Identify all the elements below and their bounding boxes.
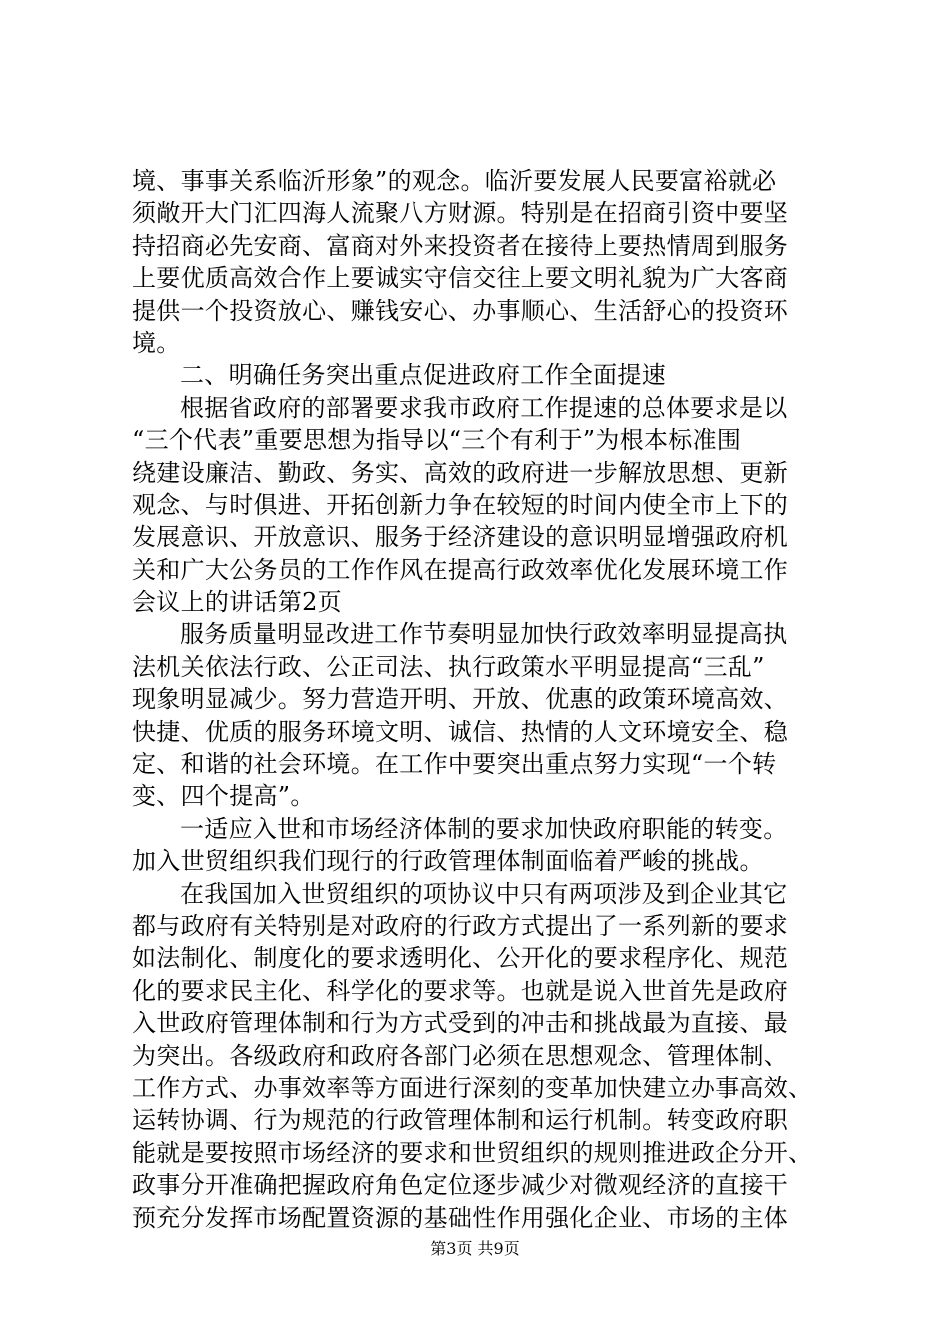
text-line: 化的要求民主化、科学化的要求等。也就是说入世首先是政府 — [132, 976, 789, 1005]
text-line: 提供一个投资放心、赚钱安心、办事顺心、生活舒心的投资环 — [132, 296, 789, 325]
text-line: 观念、与时俱进、开拓创新力争在较短的时间内使全市上下的 — [132, 490, 789, 519]
text-line: 法机关依法行政、公正司法、执行政策水平明显提高“三乱” — [132, 652, 765, 681]
text-line: 定、和谐的社会环境。在工作中要突出重点努力实现“一个转 — [132, 750, 777, 779]
text-line: 快捷、优质的服务环境文明、诚信、热情的人文环境安全、稳 — [132, 717, 789, 746]
text-line: 政事分开准确把握政府角色定位逐步减少对微观经济的直接干 — [132, 1171, 789, 1200]
text-line: 在我国加入世贸组织的项协议中只有两项涉及到企业其它 — [180, 879, 788, 908]
text-line: 入世政府管理体制和行为方式受到的冲击和挑战最为直接、最 — [132, 1009, 789, 1038]
text-line: 发展意识、开放意识、服务于经济建设的意识明显增强政府机 — [132, 523, 789, 552]
text-line: 为突出。各级政府和政府各部门必须在思想观念、管理体制、 — [132, 1041, 789, 1070]
body-text — [132, 165, 832, 1234]
text-line: 工作方式、办事效率等方面进行深刻的变革加快建立办事高效、 — [132, 1073, 813, 1102]
page-footer: 第3页 共9页 — [430, 1239, 520, 1258]
text-line: 预充分发挥市场配置资源的基础性作用强化企业、市场的主体 — [132, 1203, 789, 1232]
text-line: 一适应入世和市场经济体制的要求加快政府职能的转变。 — [180, 814, 788, 843]
text-line: 变、四个提高”。 — [132, 782, 315, 811]
text-line: 现象明显减少。努力营造开明、开放、优惠的政策环境高效、 — [132, 685, 789, 714]
text-line: 会议上的讲话第2页 — [132, 588, 342, 617]
text-line: 境、事事关系临沂形象”的观念。临沂要发展人民要富裕就必 — [132, 167, 777, 195]
text-line: 上要优质高效合作上要诚实守信交往上要文明礼貌为广大客商 — [132, 264, 789, 293]
text-line: 境。 — [132, 328, 181, 357]
text-line: 绕建设廉洁、勤政、务实、高效的政府进一步解放思想、更新 — [132, 458, 789, 487]
text-line: 须敞开大门汇四海人流聚八方财源。特别是在招商引资中要坚 — [132, 199, 789, 228]
text-line: “三个代表”重要思想为指导以“三个有利于”为根本标准围 — [132, 426, 742, 455]
text-line: 都与政府有关特别是对政府的行政方式提出了一系列新的要求 — [132, 911, 789, 940]
text-line: 二、明确任务突出重点促进政府工作全面提速 — [180, 361, 666, 390]
text-line: 加入世贸组织我们现行的行政管理体制面临着严峻的挑战。 — [132, 847, 764, 876]
text-line: 关和广大公务员的工作作风在提高行政效率优化发展环境工作 — [132, 555, 789, 584]
text-line: 根据省政府的部署要求我市政府工作提速的总体要求是以 — [180, 393, 788, 422]
text-line: 如法制化、制度化的要求透明化、公开化的要求程序化、规范 — [132, 944, 789, 973]
text-line: 运转协调、行为规范的行政管理体制和运行机制。转变政府职 — [132, 1106, 789, 1135]
text-line: 服务质量明显改进工作节奏明显加快行政效率明显提高执 — [180, 620, 788, 649]
text-line: 能就是要按照市场经济的要求和世贸组织的规则推进政企分开、 — [132, 1138, 813, 1167]
text-line: 持招商必先安商、富商对外来投资者在接待上要热情周到服务 — [132, 231, 789, 260]
